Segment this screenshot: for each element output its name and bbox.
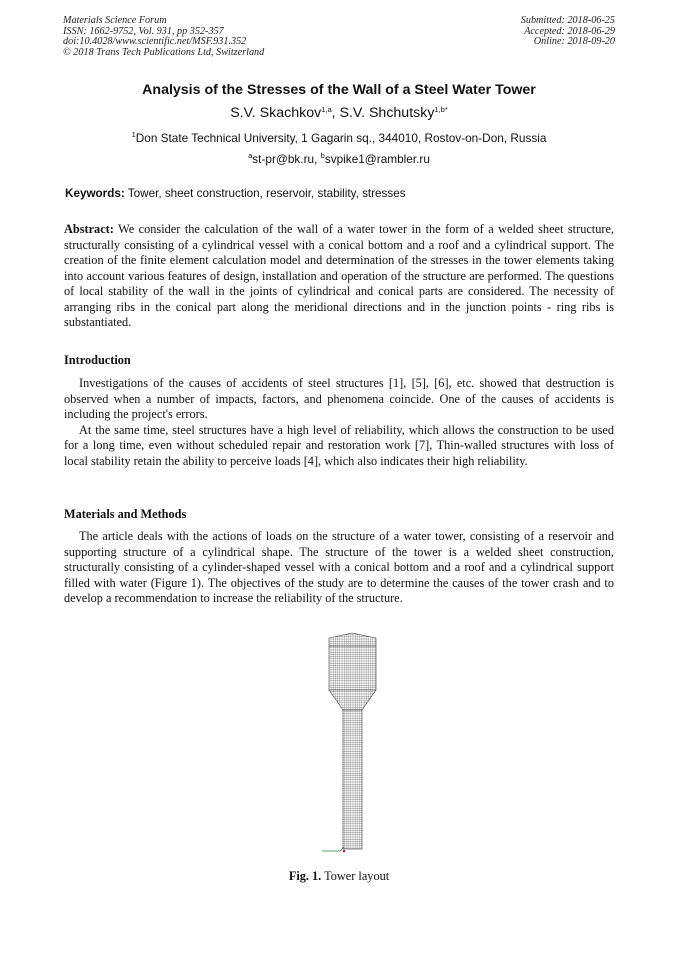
tower-support: [343, 710, 362, 849]
abstract-text: We consider the calculation of the wall of a water tower in the form of a welded sheet structure, structurally consisting of a cylindrical vessel with a conical bottom and a roof and a cylindrical support. The creation of the finite element calculation model and determination of the stresses in the tower elements taking into account various features of design, installation and operation of the structure are performed. The questions of local stability of the wall in the joints of cylindrical and conical parts are considered. The necessity of arranging ribs in the conical part along the meridional directions and in the junction points - ring ribs is substantiated.: [64, 222, 614, 329]
submitted-date: Submitted: 2018-06-25: [520, 15, 615, 26]
email-b-marker: b: [320, 151, 325, 160]
tower-mesh: [329, 633, 376, 849]
tower-reservoir: [329, 646, 376, 690]
introduction-paragraph: At the same time, steel structures have a high level of reliability, which allows the construction to be used for a long time, even without scheduled repair and restoration work [7], Thin-walled structures with loss of local stability retain the ability to perceive loads [4], which also indicates their high reliability.: [64, 422, 614, 468]
journal-header-left: [63, 16, 264, 58]
journal-name: Materials Science Forum: [63, 15, 167, 26]
abstract: [64, 222, 614, 331]
email-a-marker: a: [248, 151, 253, 160]
methods-heading: Materials and Methods: [64, 507, 187, 521]
figure-caption-text: Tower layout: [321, 869, 390, 883]
issn-line: ISSN: 1662-9752, Vol. 931, pp 352-357: [63, 25, 224, 37]
author-emails: [0, 152, 678, 166]
author-2: S.V. Shchutsky: [339, 105, 435, 121]
keywords-label: Keywords:: [65, 187, 125, 200]
figure-label: Fig. 1.: [288, 869, 322, 883]
email-b[interactable]: svpike1@rambler.ru: [324, 152, 430, 166]
doi-line: doi:10.4028/www.scientific.net/MSF.931.352: [63, 36, 247, 48]
methods-body: [64, 529, 614, 607]
methods-paragraph: The article deals with the actions of loads on the structure of a water tower, consisting of a reservoir and supporting structure of a cylindrical shape. The structure of the tower is a welded sheet construction, structurally consisting of a cylinder-shaped vessel with a conical bottom and a roof and a cylindrical support filled with water (Figure 1). The objectives of the study are to determine the causes of the tower crash and to develop a recommendation to increase the reliability of the structure.: [64, 529, 614, 605]
copyright-line: © 2018 Trans Tech Publications Ltd, Switzerland: [63, 46, 265, 58]
introduction-heading: Introduction: [64, 353, 131, 367]
affiliation-number: 1: [131, 130, 136, 139]
keywords-text: Tower, sheet construction, reservoir, stability, stresses: [124, 187, 406, 200]
affiliation-text: Don State Technical University, 1 Gagarin sq., 344010, Rostov-on-Don, Russia: [135, 131, 547, 145]
author-1-affil: 1,a: [321, 105, 332, 114]
journal-header-right: [521, 16, 615, 48]
author-1: S.V. Skachkov: [230, 105, 322, 121]
accepted-date: Accepted: 2018-06-29: [524, 25, 615, 37]
figure-caption: [0, 869, 678, 884]
introduction-paragraph: Investigations of the causes of accidents of steel structures [1], [5], [6], etc. showed that destruction is observed when a number of impacts, factors, and phenomena coincide. One of the causes of accidents is including the project's errors.: [64, 376, 614, 421]
author-separator: ,: [331, 105, 340, 121]
online-date: Online: 2018-09-20: [533, 36, 615, 48]
coordinate-axes: [322, 847, 345, 852]
author-2-affil: 1,b*: [434, 105, 448, 114]
introduction-body: [64, 376, 614, 469]
email-separator: ,: [314, 152, 321, 166]
author-list: [0, 105, 678, 121]
tower-figure: [300, 630, 400, 856]
abstract-label: Abstract:: [64, 222, 114, 236]
keywords: [65, 187, 625, 200]
tower-roof: [329, 633, 376, 646]
paper-title: Analysis of the Stresses of the Wall of a Steel Water Tower: [142, 82, 536, 98]
origin-marker: [343, 850, 346, 853]
email-a[interactable]: st-pr@bk.ru: [252, 152, 315, 166]
tower-conical-bottom: [329, 690, 376, 710]
affiliation: [0, 131, 678, 145]
